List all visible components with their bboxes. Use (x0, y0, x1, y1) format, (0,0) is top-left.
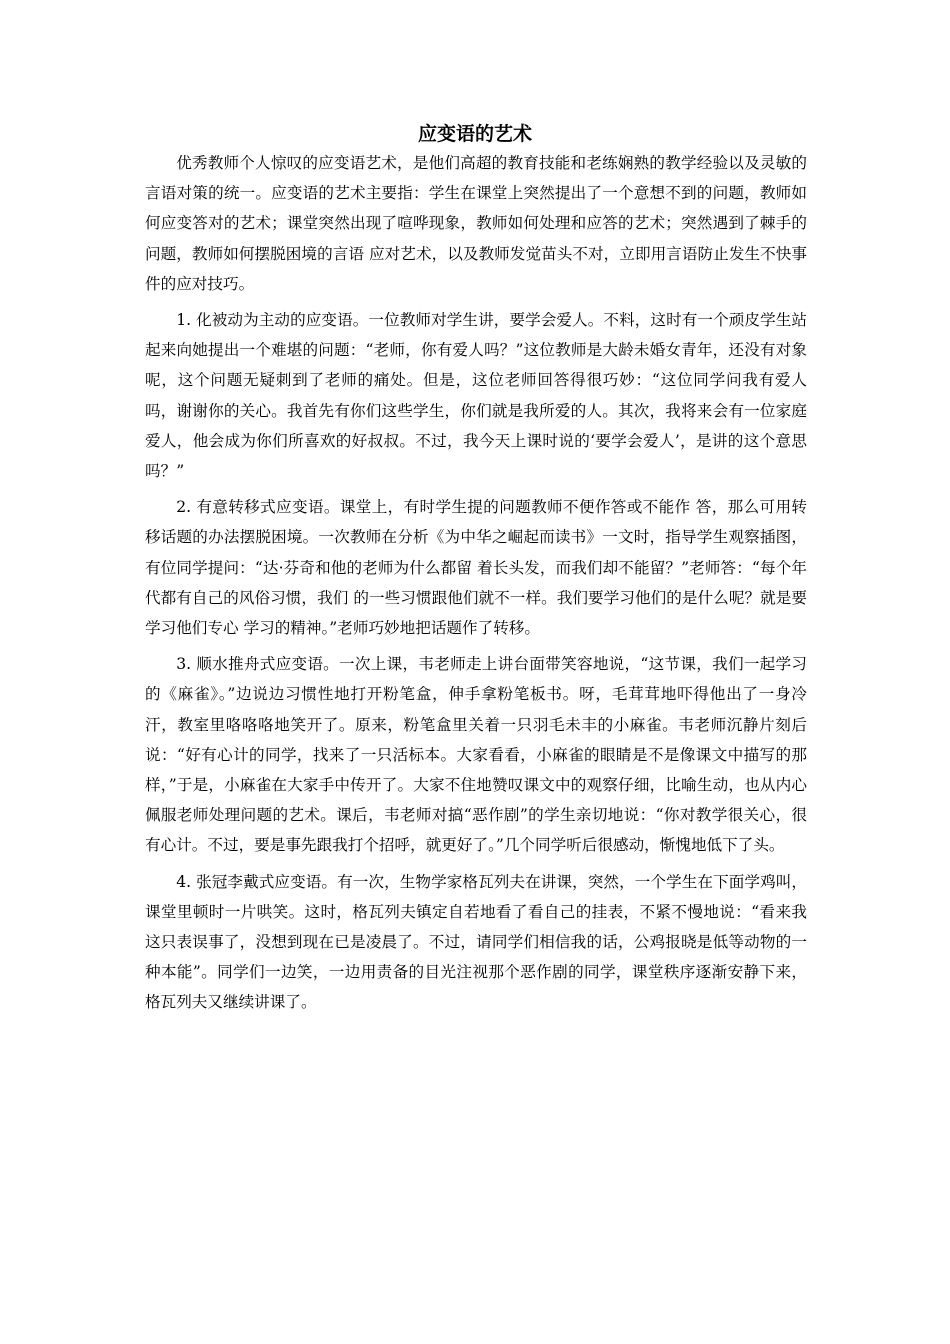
paragraph-1: 1. 化被动为主动的应变语。一位教师对学生讲，要学会爱人。不料，这时有一个顽皮学生站起来向她提出一个难堪的问题：“老师，你有爱人吗？”这位教师是大龄未婚女青年，还没有对象呢，这个问题无疑刺到了老师的痛处。但是，这位老师回答得很巧妙：“这位同学问我有爱人吗，谢谢你的关心。我首先有你们这些学生，你们就是我所爱的人。其次，我将来会有一位家庭爱人，他会成为你们所喜欢的好叔叔。不过，我今天上课时说的‘要学会爱人’，是讲的这个意思吗？” (145, 311, 807, 481)
paragraph-intro: 优秀教师个人惊叹的应变语艺术，是他们高超的教育技能和老练娴熟的教学经验以及灵敏的言语对策的统一。应变语的艺术主要指：学生在课堂上突然提出了一个意想不到的问题，教师如何应变答对的艺术；课堂突然出现了喧哗现象，教师如何处理和应答的艺术；突然遇到了棘手的问题，教师如何摆脱困境的言语 应对艺术，以及教师发觉苗头不对，立即用言语防止发生不快事件的应对技巧。 (145, 154, 807, 293)
paragraph-2: 2. 有意转移式应变语。课堂上，有时学生提的问题教师不便作答或不能作 答，那么可用转移话题的办法摆脱困境。一次教师在分析《为中华之崛起而读书》一文时，指导学生观察插图，有位同学提问：“达·芬奇和他的老师为什么都留 着长头发，而我们却不能留？”老师答：“每个年代都有自己的风俗习惯，我们 的一些习惯跟他们就不一样。我们要学习他们的是什么呢？就是要学习他们专心 学习的精神。”老师巧妙地把话题作了转移。 (145, 498, 807, 638)
paragraph-3: 3. 顺水推舟式应变语。一次上课，韦老师走上讲台面带笑容地说，“这节课，我们一起学习的《麻雀》。”边说边习惯性地打开粉笔盒，伸手拿粉笔板书。呀，毛茸茸地吓得他出了一身冷汗，教室里咯咯咯地笑开了。原来，粉笔盒里关着一只羽毛未丰的小麻雀。韦老师沉静片刻后说：“好有心计的同学，找来了一只活标本。大家看看，小麻雀的眼睛是不是像课文中描写的那样，”于是，小麻雀在大家手中传开了。大家不住地赞叹课文中的观察仔细，比喻生动，也从内心 佩服老师处理问题的艺术。课后，韦老师对搞“恶作剧”的学生亲切地说：“你对教学很关心，很有心计。不过，要是事先跟我打个招呼，就更好了。”几个同学听后很感动，惭愧地低下了头。 (145, 655, 807, 855)
paragraph-4: 4. 张冠李戴式应变语。有一次，生物学家格瓦列夫在讲课，突然，一个学生在下面学鸡叫，课堂里顿时一片哄笑。这时，格瓦列夫镇定自若地看了看自己的挂表，不紧不慢地说：“看来我这只表误事了，没想到现在已是凌晨了。不过，请同学们相信我的话，公鸡报晓是低等动物的一种本能”。同学们一边笑，一边用责备的目光注视那个恶作剧的同学，课堂秩序逐渐安静下来，格瓦列夫又继续讲课了。 (145, 872, 807, 1012)
document-body (145, 148, 807, 1018)
document-title: 应变语的艺术 (417, 123, 532, 145)
